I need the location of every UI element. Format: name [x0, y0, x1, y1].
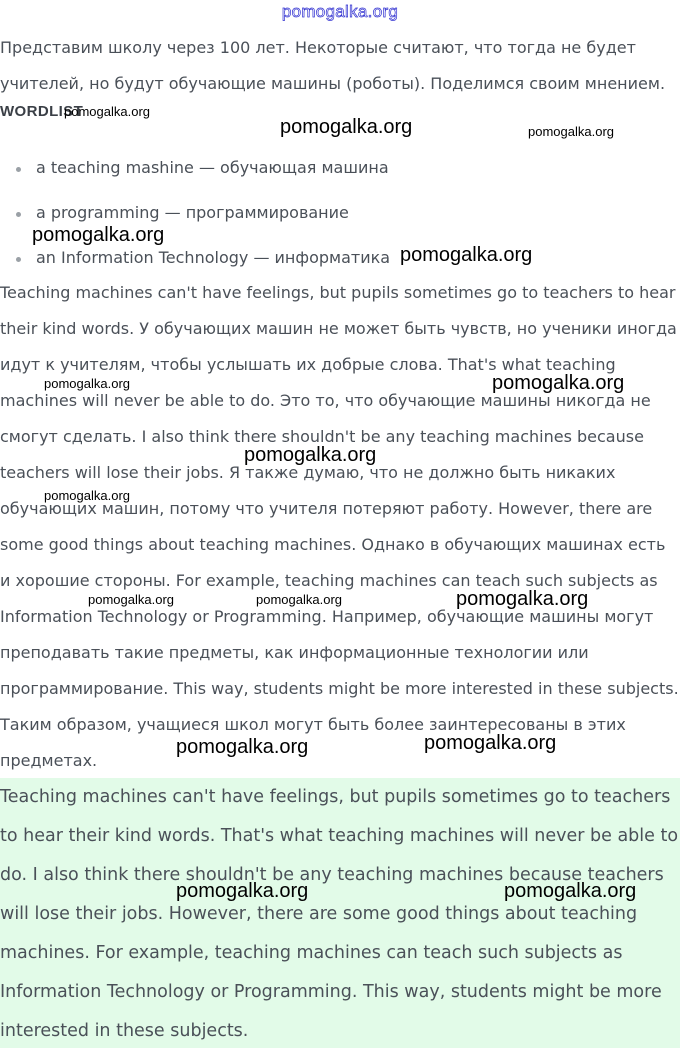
watermark: pomogalka.org	[176, 880, 309, 902]
wordlist	[0, 150, 390, 285]
site-title[interactable]: pomogalka.org	[281, 2, 399, 21]
watermark: pomogalka.org	[32, 224, 165, 246]
answer-text: Teaching machines can't have feelings, but pupils sometimes go to teachers to hear their kind words. That's what teaching machines will never be able to do. I also think there shouldn't be any teaching machines because teachers will lose their jobs. However, there are some good things about teaching machines. For example, teaching machines can teach such subjects as Information Technology or Programming. This way, students might be more interested in these subjects.	[0, 787, 679, 1041]
bilingual-essay: Teaching machines can't have feelings, but pupils sometimes go to teachers to hear their kind words. У обучающих машин не может быть чувств, но ученики иногда идут к учителям, чтобы услышать их добрые слова. That's what teaching machines will never be able to do. Это то, что обучающие машины никогда не смогут сделать. I also think there shouldn't be any teaching machines because teachers will lose their jobs. Я также думаю, что не должно быть никаких обучающих машин, потому что учителя потеряют работу. However, there are some good things about teaching machines. Однако в обучающих машинах есть и хорошие стороны. For example, teaching machines can teach such subjects as Information Technology or Programming. Например, обучающие машины могут преподавать такие предметы, как информационные технологии или программирование. This way, students might be more interested in these subjects. Таким образом, учащиеся школ могут быть более заинтересованы в этих предметах.	[0, 283, 679, 770]
watermark: pomogalka.org	[456, 588, 589, 610]
wordlist-item-label: a programming — программирование	[36, 203, 349, 222]
watermark: pomogalka.org	[176, 736, 309, 758]
answer-box	[0, 778, 680, 1048]
watermark: pomogalka.org	[280, 116, 413, 138]
bullet-icon	[16, 167, 21, 172]
watermark: pomogalka.org	[504, 880, 637, 902]
watermark: pomogalka.org	[244, 444, 377, 466]
watermark: pomogalka.org	[88, 592, 174, 607]
watermark: pomogalka.org	[256, 592, 342, 607]
intro-paragraph: Представим школу через 100 лет. Некоторые считают, что тогда не будет учителей, но будут обучающие машины (роботы). Поделимся своим мнением.	[0, 38, 666, 93]
wordlist-item-label: a teaching mashine — обучающая машина	[36, 158, 389, 177]
watermark: pomogalka.org	[400, 244, 533, 266]
bullet-icon	[16, 257, 21, 262]
wordlist-heading: WORDLIST	[0, 103, 84, 120]
watermark: pomogalka.org	[64, 104, 150, 119]
watermark: pomogalka.org	[492, 372, 625, 394]
watermark: pomogalka.org	[44, 488, 130, 503]
watermark: pomogalka.org	[44, 376, 130, 391]
bullet-icon	[16, 212, 21, 217]
watermark: pomogalka.org	[424, 732, 557, 754]
watermark: pomogalka.org	[528, 124, 614, 139]
wordlist-item-label: an Information Technology — информатика	[36, 248, 391, 267]
list-item	[0, 150, 390, 195]
